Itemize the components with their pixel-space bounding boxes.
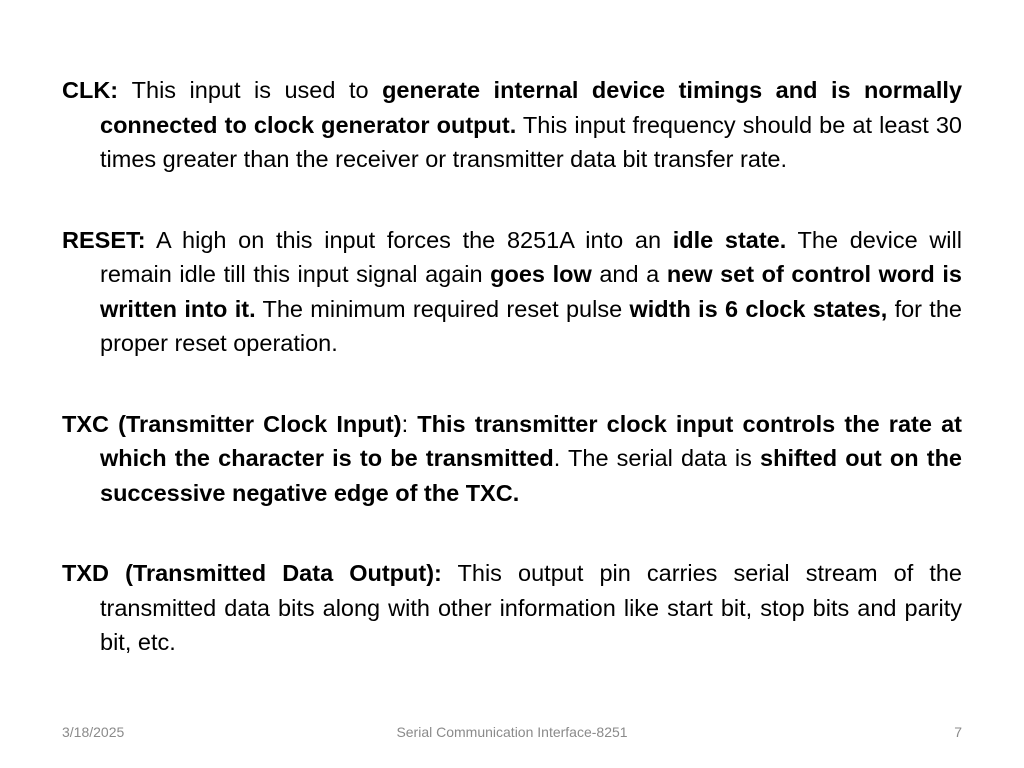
bold-text-run: shifted out on the successive negative edge of the TXC. [100,445,963,506]
text-run: The device will remain idle till this input signal again [100,226,962,287]
bold-text-run: new set of control word is written into it. [100,261,962,322]
footer-page-number: 7 [954,724,962,740]
bold-text-run: goes low [490,261,592,287]
text-run: . The serial data is [553,445,761,471]
text-run: A high on this input forces the 8251A into an [145,226,673,253]
bold-text-run: TXD (Transmitted Data Output): [62,560,442,586]
bold-text-run: CLK: [62,77,132,103]
text-run: for the proper reset operation. [100,295,962,356]
paragraph-txc [62,407,962,511]
text-run: and a [591,261,667,287]
paragraph-txd [62,556,962,660]
slide-body [62,73,962,706]
bold-text-run: RESET: [62,226,146,253]
text-run: This output pin carries serial stream of the transmitted data bits along with other information like start bit, stop bits and parity bit, etc. [100,560,962,655]
bold-text-run: This transmitter clock input controls the rate at which the character is to be transmitted [100,410,962,471]
text-run: : [401,410,418,437]
paragraph-clk [62,73,962,177]
footer-title: Serial Communication Interface-8251 [396,724,628,740]
paragraph-reset [62,223,962,361]
bold-text-run: idle state. [672,226,787,253]
bold-text-run: TXC (Transmitter Clock Input) [62,410,402,437]
footer-date: 3/18/2025 [62,724,125,740]
text-run: The minimum required reset pulse [255,295,630,322]
bold-text-run: width is 6 clock states, [629,295,888,322]
text-run: This input is used to [131,77,383,103]
bold-text-run: generate internal device timings and is normally connected to clock generator output. [100,77,963,138]
text-run: This input frequency should be at least 30 times greater than the receiver or transmitter data bit transfer rate. [100,111,962,172]
